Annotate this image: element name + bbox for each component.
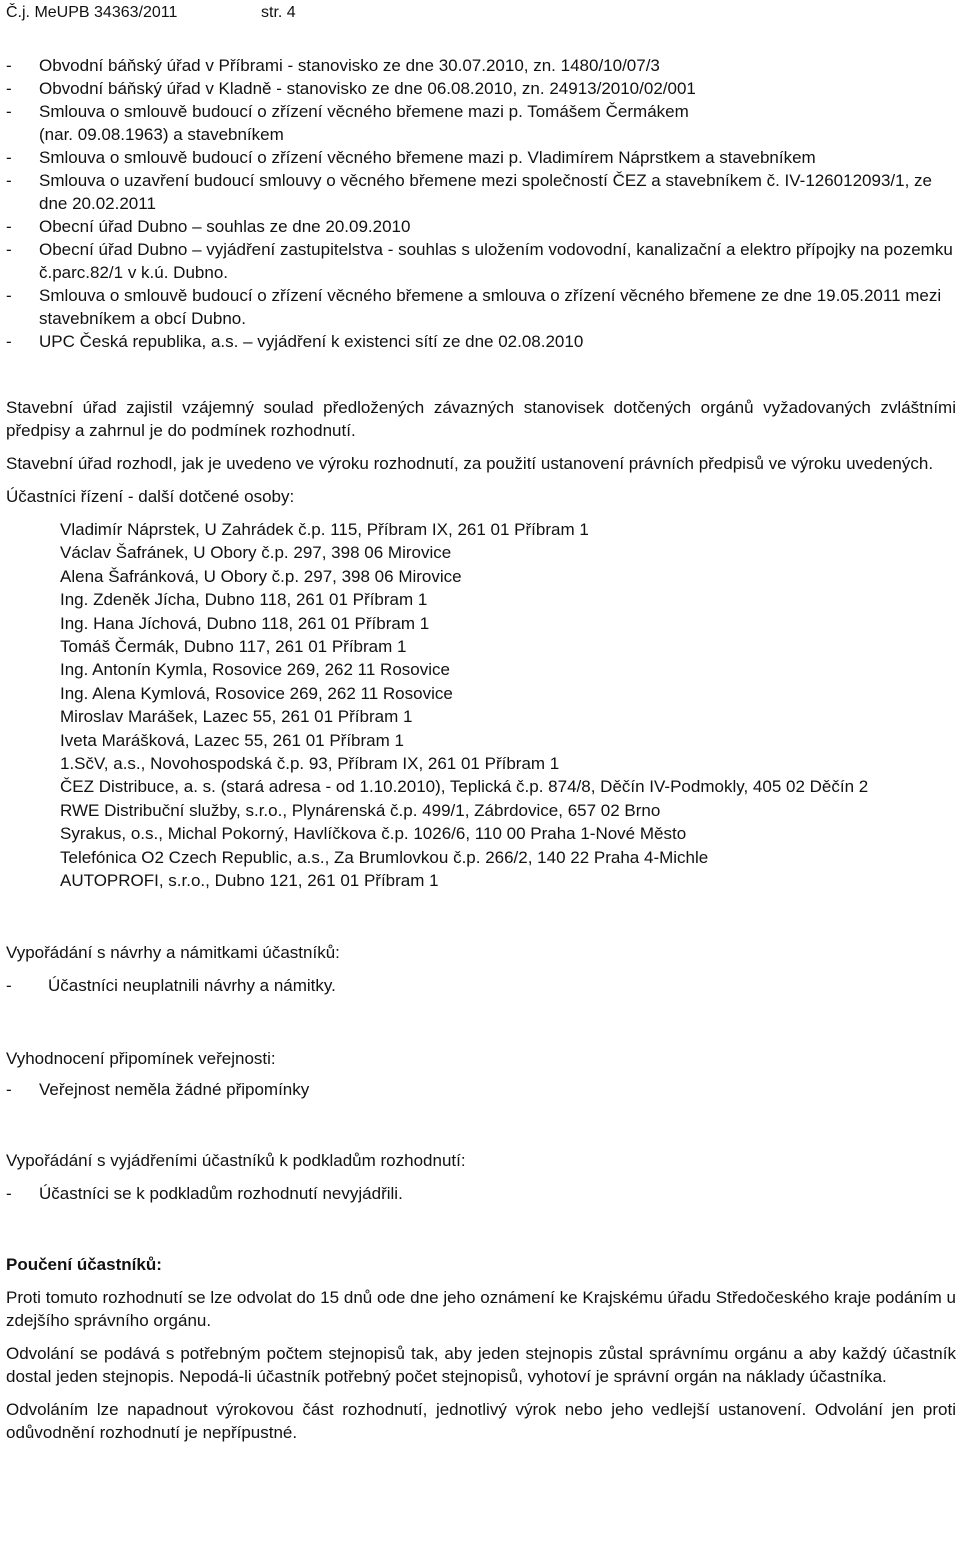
page-header — [6, 4, 296, 22]
list-item: Václav Šafránek, U Obory č.p. 297, 398 06 Mirovice — [60, 543, 452, 563]
instruction-paragraph-2: Odvolání se podává s potřebným počtem stejnopisů tak, aby jeden stejnopis zůstal správnímu orgánu a aby každý účastník dostal jeden stejnopis. Nepodá-li účastník potřebný počet stejnopisů, vyhotoví je správní orgán na náklady účastníka. — [6, 1343, 956, 1386]
list-item: Tomáš Čermák, Dubno 117, 261 01 Příbram 1 — [60, 637, 407, 657]
list-item: Ing. Zdeněk Jícha, Dubno 118, 261 01 Příbram 1 — [60, 590, 428, 610]
list-item: Alena Šafránková, U Obory č.p. 297, 398 06 Mirovice — [60, 566, 462, 586]
list-item: AUTOPROFI, s.r.o., Dubno 121, 261 01 Příbram 1 — [60, 871, 439, 891]
list-item: - Smlouva o smlouvě budoucí o zřízení věcného břemene a smlouva o zřízení věcného břemene ze dne 19.05.2011 mezi stavebníkem a obcí Dubno. — [6, 286, 942, 328]
paragraph-rozhodl: Stavební úřad rozhodl, jak je uvedeno ve výroku rozhodnutí, za použití ustanovení právních předpisů ve výroku uvedených. — [6, 454, 934, 473]
list-item: Iveta Marášková, Lazec 55, 261 01 Příbram 1 — [60, 730, 404, 750]
list-item: - Účastníci neuplatnili návrhy a námitky. — [6, 975, 336, 995]
list-item: ČEZ Distribuce, a. s. (stará adresa - od 1.10.2010), Teplická č.p. 874/8, Děčín IV-Podmokly, 405 02 Děčín 2 — [60, 777, 869, 797]
list-item: - Veřejnost neměla žádné připomínky — [6, 1079, 310, 1099]
list-item: - Účastníci se k podkladům rozhodnutí nevyjádřili. — [6, 1183, 403, 1203]
objections-heading: Vypořádání s návrhy a námitkami účastníků: — [6, 942, 340, 962]
list-item: Telefónica O2 Czech Republic, a.s., Za Brumlovkou č.p. 266/2, 140 22 Praha 4-Michle — [60, 847, 709, 867]
public-heading: Vyhodnocení připomínek veřejnosti: — [6, 1048, 276, 1068]
paragraph-soulad: Stavební úřad zajistil vzájemný soulad předložených závazných stanovisek dotčených orgánů vyžadovaných zvláštními předpisy a zahrnul je do podmínek rozhodnutí. — [6, 398, 956, 440]
list-item: 1.SčV, a.s., Novohospodská č.p. 93, Příbram IX, 261 01 Příbram 1 — [60, 754, 560, 774]
participants-heading: Účastníci řízení - další dotčené osoby: — [6, 487, 295, 506]
list-item: - Smlouva o uzavření budoucí smlouvy o věcného břemene mezi společností ČEZ a stavebníkem č. IV-126012093/1, ze dne 20.02.2011 — [6, 171, 932, 213]
list-item: - UPC Česká republika, a.s. – vyjádření k existenci sítí ze dne 02.08.2010 — [6, 332, 584, 351]
document-reference: Č.j. MeUPB 34363/2011 — [6, 4, 178, 21]
list-item: Miroslav Marášek, Lazec 55, 261 01 Příbram 1 — [60, 707, 413, 727]
list-item: - Obecní úřad Dubno – souhlas ze dne 20.09.2010 — [6, 217, 411, 236]
list-item: Vladimír Náprstek, U Zahrádek č.p. 115, Příbram IX, 261 01 Příbram 1 — [60, 520, 589, 539]
list-item: - Smlouva o smlouvě budoucí o zřízení věcného břemene mazi p. Vladimírem Náprstkem a stavebníkem — [6, 148, 816, 167]
list-item: Ing. Hana Jíchová, Dubno 118, 261 01 Příbram 1 — [60, 613, 430, 633]
page-number: str. 4 — [261, 4, 296, 21]
list-documents — [6, 54, 956, 353]
participants-list — [6, 518, 956, 893]
list-item: - Smlouva o smlouvě budoucí o zřízení věcného břemene mazi p. Tomášem Čermákem (nar. 09.08.1963) a stavebníkem — [6, 102, 689, 144]
list-item: Syrakus, o.s., Michal Pokorný, Havlíčkova č.p. 1026/6, 110 00 Praha 1-Nové Město — [60, 824, 687, 844]
list-item: - Obecní úřad Dubno – vyjádření zastupitelstva - souhlas s uložením vodovodní, kanalizační a elektro přípojky na pozemku č.parc.82/1 v k.ú. Dubno. — [6, 240, 953, 282]
instruction-paragraph-1: Proti tomuto rozhodnutí se lze odvolat do 15 dnů ode dne jeho oznámení ke Krajskému úřadu Středočeského kraje podáním u zdejšího správního orgánu. — [6, 1287, 956, 1330]
statements-heading: Vypořádání s vyjádřeními účastníků k podkladům rozhodnutí: — [6, 1150, 466, 1170]
document-body — [6, 54, 956, 1444]
list-item: - Obvodní báňský úřad v Příbrami - stanovisko ze dne 30.07.2010, zn. 1480/10/07/3 — [6, 56, 660, 75]
list-item: Ing. Antonín Kymla, Rosovice 269, 262 11 Rosovice — [60, 660, 450, 680]
list-item: RWE Distribuční služby, s.r.o., Plynárenská č.p. 499/1, Zábrdovice, 657 02 Brno — [60, 800, 661, 820]
instruction-paragraph-3: Odvoláním lze napadnout výrokovou část rozhodnutí, jednotlivý výrok nebo jeho vedlejší ustanovení. Odvolání jen proti odůvodnění rozhodnutí je nepřípustné. — [6, 1399, 956, 1442]
instruction-heading: Poučení účastníků: — [6, 1254, 162, 1274]
list-item: Ing. Alena Kymlová, Rosovice 269, 262 11 Rosovice — [60, 683, 453, 703]
list-item: - Obvodní báňský úřad v Kladně - stanovisko ze dne 06.08.2010, zn. 24913/2010/02/001 — [6, 79, 696, 98]
